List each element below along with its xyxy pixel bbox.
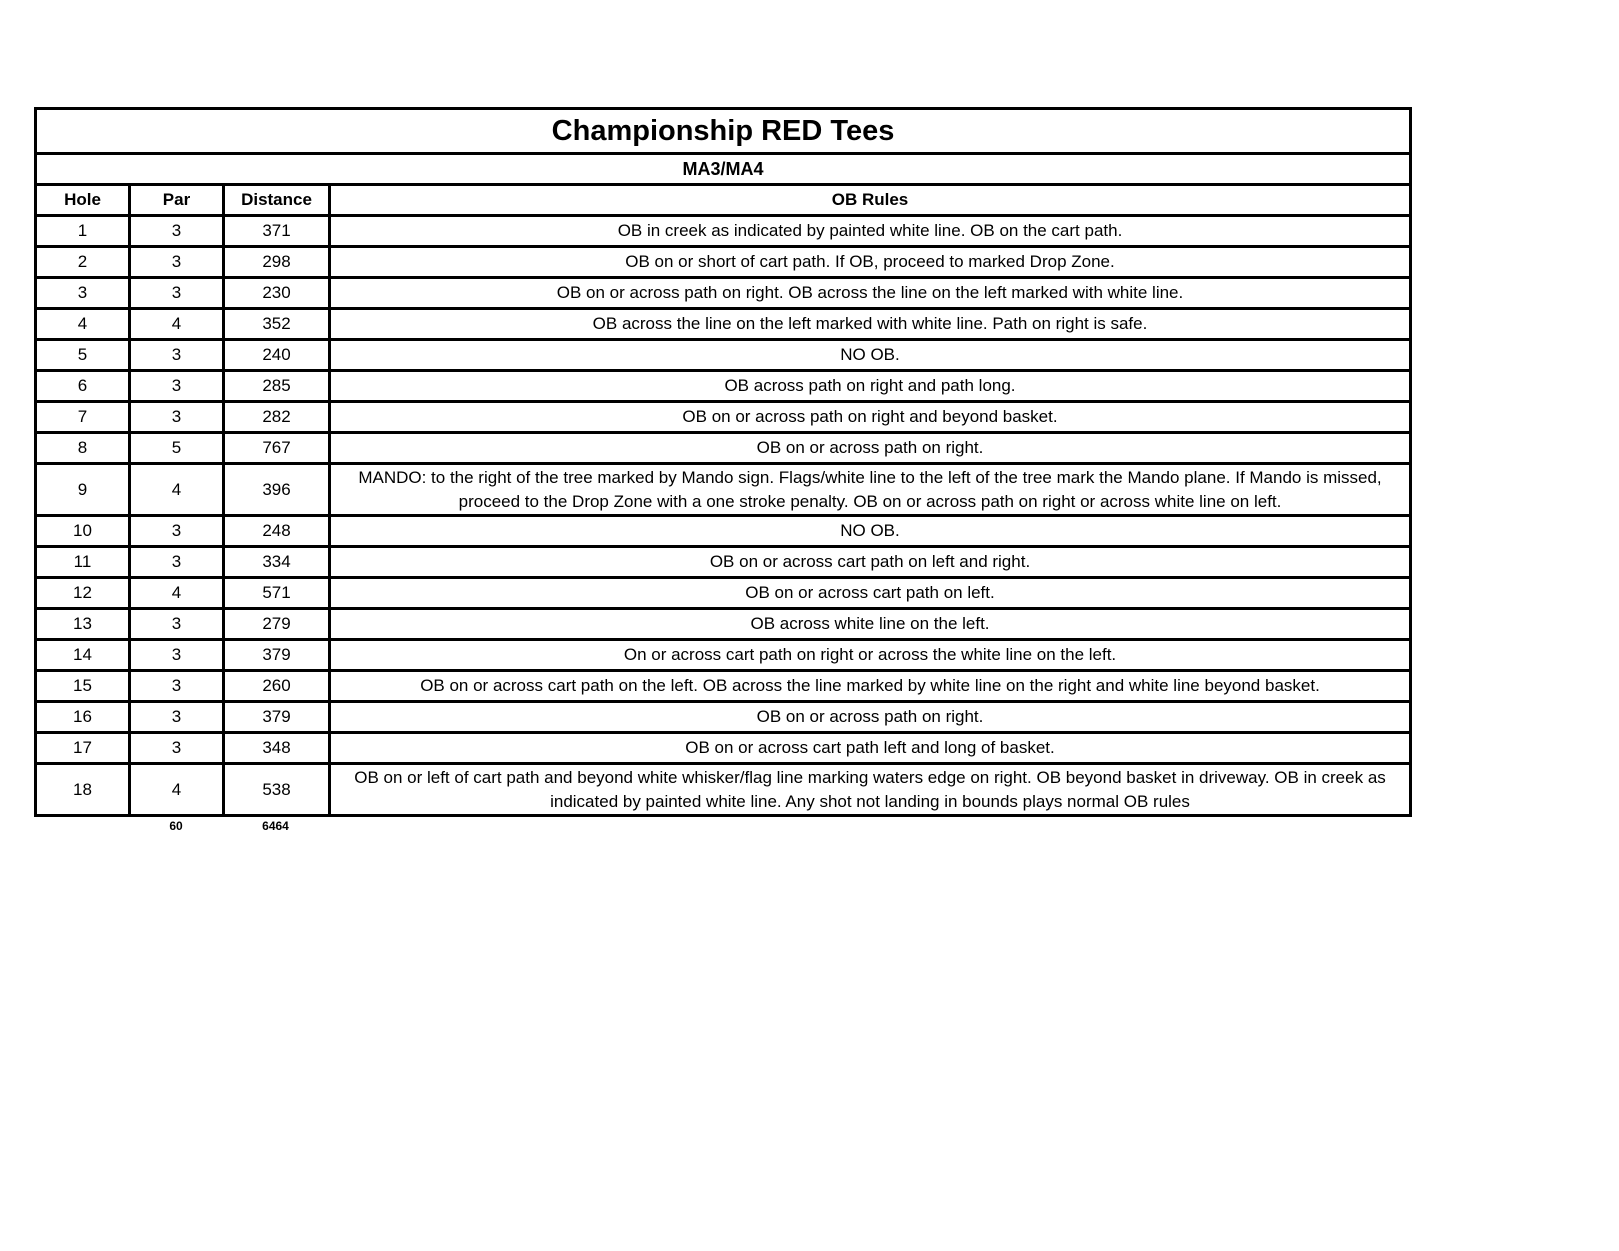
distance-cell: 298 (224, 247, 330, 278)
par-cell: 3 (130, 702, 224, 733)
hole-cell: 1 (36, 216, 130, 247)
par-cell: 4 (130, 464, 224, 516)
hole-cell: 17 (36, 733, 130, 764)
ob-rule-cell: OB on or across path on right. (330, 433, 1411, 464)
table-row (36, 733, 1411, 764)
table-body (36, 216, 1411, 816)
hole-cell: 4 (36, 309, 130, 340)
distance-cell: 348 (224, 733, 330, 764)
hole-cell: 6 (36, 371, 130, 402)
ob-rule-cell: OB across path on right and path long. (330, 371, 1411, 402)
table-row (36, 433, 1411, 464)
distance-cell: 260 (224, 671, 330, 702)
total-par: 60 (169, 819, 183, 833)
ob-rule-cell: MANDO: to the right of the tree marked by Mando sign. Flags/white line to the left of the tree mark the Mando plane. If Mando is missed, proceed to the Drop Zone with a one stroke penalty. OB on or across path on right or across white line on left. (330, 464, 1411, 516)
table-row (36, 371, 1411, 402)
ob-rule-cell: OB on or short of cart path. If OB, proceed to marked Drop Zone. (330, 247, 1411, 278)
header-hole: Hole (36, 185, 130, 216)
table-row (36, 516, 1411, 547)
ob-rule-cell: OB in creek as indicated by painted white line. OB on the cart path. (330, 216, 1411, 247)
distance-cell: 279 (224, 609, 330, 640)
hole-cell: 2 (36, 247, 130, 278)
table-row (36, 609, 1411, 640)
table-row (36, 402, 1411, 433)
par-cell: 3 (130, 278, 224, 309)
hole-cell: 3 (36, 278, 130, 309)
ob-rule-cell: OB on or left of cart path and beyond white whisker/flag line marking waters edge on right. OB beyond basket in driveway. OB in creek as indicated by painted white line. Any shot not landing in bounds plays normal OB rules (330, 764, 1411, 816)
table-row (36, 247, 1411, 278)
header-par: Par (130, 185, 224, 216)
hole-cell: 12 (36, 578, 130, 609)
table-row (36, 547, 1411, 578)
hole-cell: 15 (36, 671, 130, 702)
total-distance: 6464 (262, 819, 289, 833)
par-cell: 3 (130, 371, 224, 402)
distance-cell: 352 (224, 309, 330, 340)
distance-cell: 538 (224, 764, 330, 816)
distance-cell: 571 (224, 578, 330, 609)
distance-cell: 282 (224, 402, 330, 433)
table-row (36, 764, 1411, 816)
hole-cell: 8 (36, 433, 130, 464)
table-row (36, 578, 1411, 609)
par-cell: 3 (130, 402, 224, 433)
distance-cell: 379 (224, 640, 330, 671)
hole-cell: 5 (36, 340, 130, 371)
table-row (36, 640, 1411, 671)
par-cell: 3 (130, 733, 224, 764)
hole-cell: 18 (36, 764, 130, 816)
distance-cell: 371 (224, 216, 330, 247)
par-cell: 3 (130, 671, 224, 702)
header-ob-rules: OB Rules (330, 185, 1411, 216)
ob-rule-cell: OB on or across cart path on left and right. (330, 547, 1411, 578)
hole-cell: 10 (36, 516, 130, 547)
hole-cell: 11 (36, 547, 130, 578)
par-cell: 4 (130, 309, 224, 340)
ob-rule-cell: OB on or across cart path left and long of basket. (330, 733, 1411, 764)
ob-rule-cell: On or across cart path on right or across the white line on the left. (330, 640, 1411, 671)
hole-cell: 16 (36, 702, 130, 733)
par-cell: 3 (130, 640, 224, 671)
division-subtitle: MA3/MA4 (36, 154, 1411, 185)
scorecard-table (34, 107, 1412, 817)
hole-cell: 14 (36, 640, 130, 671)
ob-rule-cell: OB across white line on the left. (330, 609, 1411, 640)
par-cell: 3 (130, 516, 224, 547)
distance-cell: 230 (224, 278, 330, 309)
table-row (36, 702, 1411, 733)
ob-rule-cell: OB on or across path on right and beyond basket. (330, 402, 1411, 433)
ob-rule-cell: OB across the line on the left marked with white line. Path on right is safe. (330, 309, 1411, 340)
table-row (36, 340, 1411, 371)
ob-rule-cell: OB on or across path on right. (330, 702, 1411, 733)
distance-cell: 285 (224, 371, 330, 402)
par-cell: 3 (130, 247, 224, 278)
distance-cell: 379 (224, 702, 330, 733)
hole-cell: 7 (36, 402, 130, 433)
ob-rule-cell: OB on or across cart path on the left. OB across the line marked by white line on the right and white line beyond basket. (330, 671, 1411, 702)
distance-cell: 248 (224, 516, 330, 547)
table-row (36, 464, 1411, 516)
table-row (36, 671, 1411, 702)
par-cell: 3 (130, 340, 224, 371)
table-row (36, 216, 1411, 247)
ob-rule-cell: OB on or across cart path on left. (330, 578, 1411, 609)
par-cell: 3 (130, 609, 224, 640)
par-cell: 3 (130, 547, 224, 578)
distance-cell: 334 (224, 547, 330, 578)
par-cell: 4 (130, 764, 224, 816)
ob-rule-cell: OB on or across path on right. OB across the line on the left marked with white line. (330, 278, 1411, 309)
distance-cell: 396 (224, 464, 330, 516)
header-distance: Distance (224, 185, 330, 216)
distance-cell: 767 (224, 433, 330, 464)
ob-rule-cell: NO OB. (330, 516, 1411, 547)
table-row (36, 278, 1411, 309)
ob-rule-cell: NO OB. (330, 340, 1411, 371)
par-cell: 3 (130, 216, 224, 247)
table-title: Championship RED Tees (36, 109, 1411, 154)
par-cell: 4 (130, 578, 224, 609)
distance-cell: 240 (224, 340, 330, 371)
hole-cell: 13 (36, 609, 130, 640)
hole-cell: 9 (36, 464, 130, 516)
table-row (36, 309, 1411, 340)
par-cell: 5 (130, 433, 224, 464)
